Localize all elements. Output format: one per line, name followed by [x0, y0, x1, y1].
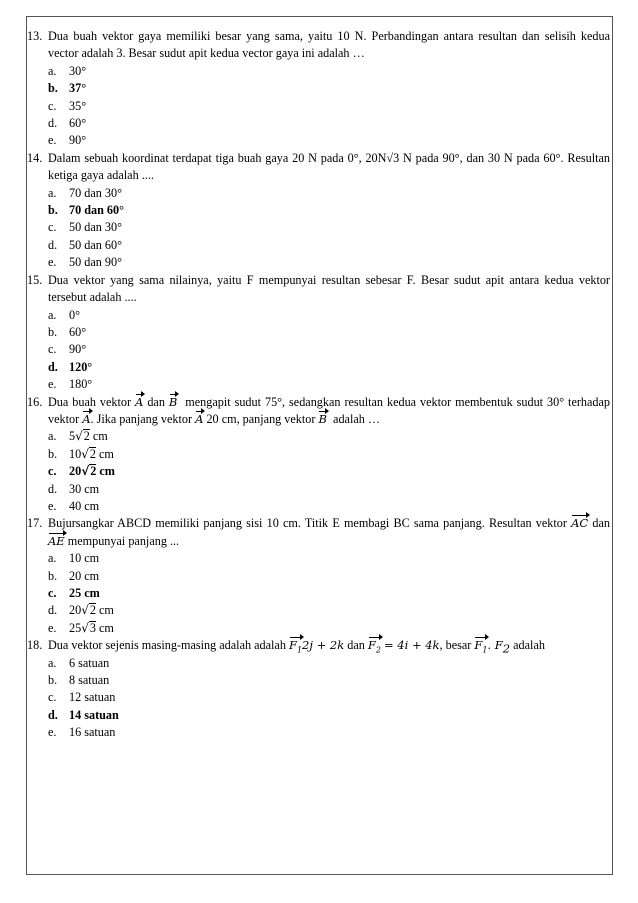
- option-15c: c. 90°: [48, 342, 87, 357]
- question-17: [27, 515, 610, 550]
- vector-a: A: [82, 411, 91, 426]
- question-number: 16.: [27, 394, 43, 409]
- option-15e: e. 180°: [48, 377, 93, 392]
- option-17e: e. 25√3 cm: [48, 620, 114, 635]
- vector-b: B: [168, 394, 178, 409]
- question-14: [27, 150, 610, 185]
- vector-f1: $F_1$: [288, 638, 303, 655]
- question-text: Dua buah vektor A dan B mengapit sudut 75°, sedangkan resultan kedua vektor membentuk sudut 30° terhadap vektor A. Jika panjang vektor A 20 cm, panjang vektor B adalah …: [48, 394, 611, 426]
- option-13c: c. 35°: [48, 98, 87, 113]
- option-18d: d. 14 satuan: [48, 707, 119, 722]
- question-number: 17.: [27, 516, 43, 531]
- question-text: Dua vektor sejenis masing-masing adalah adalah $F_12j + 2k$ dan $F_2 = 4i + 4k$, besar $F_1$. $F_2$ adalah: [48, 638, 545, 656]
- vector-a: A: [195, 411, 204, 426]
- option-15d: d. 120°: [48, 359, 93, 374]
- question-number: 13.: [27, 29, 43, 43]
- option-16b: b. 10√2 cm: [48, 446, 114, 461]
- vector-ac: AC: [571, 516, 589, 531]
- vector-f2: $F_2$: [367, 638, 381, 655]
- question-number: 14.: [27, 150, 43, 165]
- question-13: [27, 28, 610, 63]
- radical-icon: √: [81, 446, 89, 461]
- vector-a: A: [135, 394, 144, 409]
- option-14d: d. 50 dan 60°: [48, 237, 122, 252]
- option-17a: a. 10 cm: [48, 551, 100, 566]
- question-number: 18.: [27, 638, 43, 653]
- option-13e: e. 90°: [48, 133, 87, 148]
- option-16a: a. 5√2 cm: [48, 429, 108, 444]
- option-14b: b. 70 dan 60°: [48, 203, 124, 218]
- option-18e: e. 16 satuan: [48, 725, 116, 740]
- option-18b: b. 8 satuan: [48, 673, 110, 688]
- option-15b: b. 60°: [48, 324, 87, 339]
- option-16e: e. 40 cm: [48, 498, 100, 513]
- option-14c: c. 50 dan 30°: [48, 220, 122, 235]
- option-16d: d. 30 cm: [48, 481, 100, 496]
- question-list: [27, 28, 610, 742]
- radical-icon: √: [81, 603, 89, 618]
- question-15: [27, 272, 610, 307]
- option-13d: d. 60°: [48, 116, 87, 131]
- option-13b: b. 37°: [48, 81, 87, 96]
- question-text: Dua buah vektor gaya memiliki besar yang sama, yaitu 10 N. Perbandingan antara resultan dan selisih kedua vector adalah 3. Besar sudut apit kedua vector gaya ini adalah …: [48, 29, 610, 61]
- question-text: Bujursangkar ABCD memiliki panjang sisi 10 cm. Titik E membagi BC sama panjang. Resultan vektor AC dan AE mempunyai panjang ...: [48, 516, 611, 548]
- option-15a: a. 0°: [48, 307, 80, 322]
- radical-icon: √: [75, 429, 83, 444]
- question-16: [27, 394, 610, 429]
- question-number: 15.: [27, 272, 43, 287]
- option-17d: d. 20√2 cm: [48, 603, 114, 618]
- option-17b: b. 20 cm: [48, 568, 100, 583]
- radical-icon: √: [81, 464, 90, 479]
- option-16c: c. 20√2 cm: [48, 464, 115, 479]
- option-14e: e. 50 dan 90°: [48, 255, 122, 270]
- option-14a: a. 70 dan 30°: [48, 185, 122, 200]
- option-18a: a. 6 satuan: [48, 655, 110, 670]
- question-text: Dua vektor yang sama nilainya, yaitu F mempunyai resultan sebesar F. Besar sudut apit antara kedua vektor tersebut adalah ....: [48, 272, 610, 305]
- vector-ae: AE: [48, 533, 65, 548]
- option-17c: c. 25 cm: [48, 586, 100, 600]
- vector-f1: $F_1$: [474, 638, 488, 655]
- option-18c: c. 12 satuan: [48, 690, 116, 705]
- option-13a: a. 30°: [48, 63, 87, 78]
- radical-icon: √: [81, 620, 89, 635]
- question-text: Dalam sebuah koordinat terdapat tiga buah gaya 20 N pada 0°, 20N√3 N pada 90°, dan 30 N pada 60°. Resultan ketiga gaya adalah ....: [48, 150, 610, 183]
- question-18: [27, 637, 610, 654]
- vector-b: B: [318, 411, 327, 426]
